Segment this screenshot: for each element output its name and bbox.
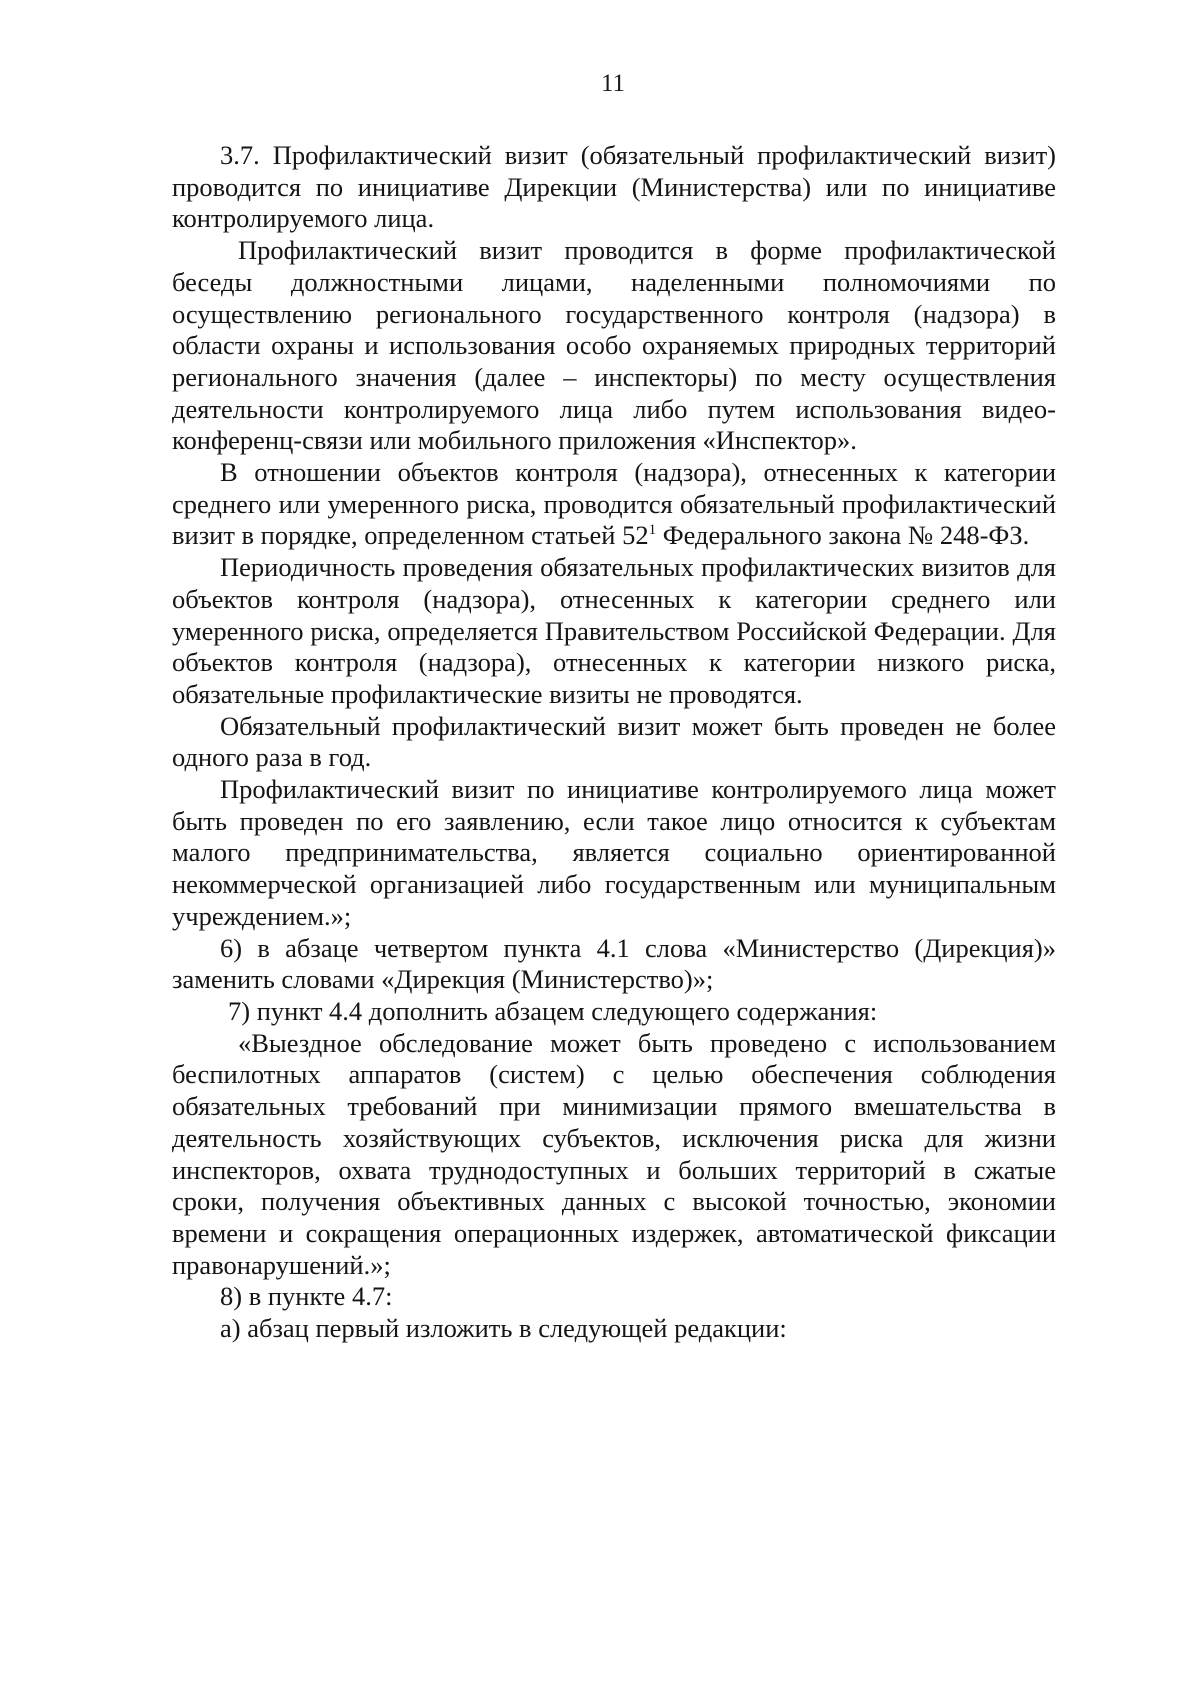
paragraph-once-a-year: Обязательный профилактический визит может быть проведен не более одного раза в год. xyxy=(172,710,1056,773)
superscript-article-index: 1 xyxy=(648,522,657,539)
paragraph-item-6: 6) в абзаце четвертом пункта 4.1 слова «Министерство (Дирекция)» заменить словами «Дирекция (Министерство)»; xyxy=(172,932,1056,995)
paragraph-item-8a: а) абзац первый изложить в следующей редакции: xyxy=(220,1313,787,1344)
document-body xyxy=(172,140,1056,1345)
paragraph-item-7: 7) пункт 4.4 дополнить абзацем следующего содержания: xyxy=(228,995,878,1026)
paragraph-initiative-visit: Профилактический визит по инициативе контролируемого лица может быть проведен по его заявлению, если такое лицо относится к субъектам малого предпринимательства, является социально ориентированной некоммерческой организацией либо государственным или муниципальным учреждением.»; xyxy=(172,774,1056,931)
page-number: 11 xyxy=(600,70,626,97)
paragraph-mandatory-visit-end: Федерального закона № 248-ФЗ. xyxy=(656,520,1030,551)
paragraph-periodicity: Периодичность проведения обязательных профилактических визитов для объектов контроля (надзора), отнесенных к категории среднего или умеренного риска, определяется Правительством Российской Федерации. Для объектов контроля (надзора), отнесенных к категории низкого риска, обязательные профилактические визиты не проводятся. xyxy=(172,552,1056,709)
paragraph-visit-form: Профилактический визит проводится в форме профилактической беседы должностными лицами, наделенными полномочиями по осуществлению регионального государственного контроля (надзора) в области охраны и использования особо охраняемых природных территорий регионального значения (далее – инспекторы) по месту осуществления деятельности контролируемого лица либо путем использования видео-конференц-связи или мобильного приложения «Инспектор». xyxy=(172,235,1056,456)
paragraph-field-survey: «Выездное обследование может быть проведено с использованием беспилотных аппаратов (систем) с целью обеспечения соблюдения обязательных требований при минимизации прямого вмешательства в деятельность хозяйствующих субъектов, исключения риска для жизни инспекторов, охвата труднодоступных и больших территорий в сжатые сроки, получения объективных данных с высокой точностью, экономии времени и сокращения операционных издержек, автоматической фиксации правонарушений.»; xyxy=(172,1027,1056,1280)
paragraph-mandatory-visit xyxy=(172,457,1056,552)
paragraph-item-8: 8) в пункте 4.7: xyxy=(220,1281,393,1312)
paragraph-3-7: 3.7. Профилактический визит (обязательный профилактический визит) проводится по инициативе Дирекции (Министерства) или по инициативе контролируемого лица. xyxy=(172,140,1056,234)
paragraph-mandatory-visit-text: В отношении объектов контроля (надзора), отнесенных к категории среднего или умеренного риска, проводится обязательный профилактический визит в порядке, определенном статьей 52 xyxy=(172,457,1056,551)
